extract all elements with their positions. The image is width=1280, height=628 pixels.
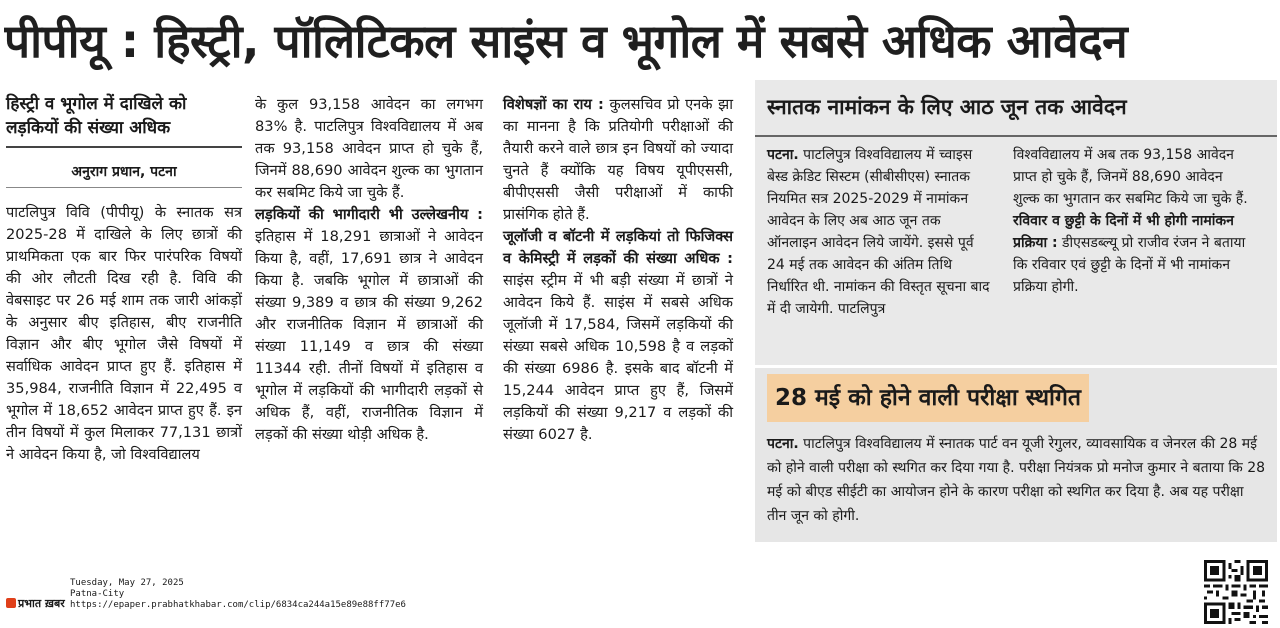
admission-story-title: स्नातक नामांकन के लिए आठ जून तक आवेदन bbox=[767, 95, 1127, 119]
page-headline: पीपीयू : हिस्ट्री, पॉलिटिकल साइंस व भूगोल में सबसे अधिक आवेदन bbox=[4, 14, 1128, 68]
publication-logo bbox=[6, 596, 64, 612]
story-paragraph: पाटलिपुत्र विवि (पीपीयू) के स्नातक सत्र 2025-28 में दाखिले के लिए छात्रों की प्राथमिकता एक बार फिर पारंपरिक विषयों की ओर लौटती दिख रही है. विवि की वेबसाइट पर 26 मई शाम तक जारी आंकड़ों के अनुसार बीए इतिहास, बीए राजनीति विज्ञान और बीए भूगोल जैसे विषयों में सर्वाधिक आवेदन प्राप्त हुए हैं. इतिहास में 35,984, राजनीति विज्ञान में 22,495 व भूगोल में 18,652 आवेदन प्राप्त हुए हैं. इन तीन विषयों में कुल मिलाकर 77,131 छात्रों ने आवेदन किया है, जो विश्वविद्यालय bbox=[6, 204, 242, 463]
clip-date: Tuesday, May 27, 2025 bbox=[70, 578, 184, 588]
exam-story-text bbox=[767, 432, 1267, 528]
story-paragraph bbox=[503, 226, 733, 446]
clip-edition: Patna-City bbox=[70, 589, 125, 599]
divider bbox=[755, 135, 1277, 137]
right-panel bbox=[755, 80, 1277, 542]
logo-mark-icon bbox=[6, 598, 16, 608]
inline-heading: विशेषज्ञों का राय : bbox=[503, 96, 604, 113]
admission-text: डीएसडब्ल्यू प्रो राजीव रंजन ने बताया कि रविवार एवं छुट्टी के दिनों में भी नामांकन प्रक्रिया होगी. bbox=[1013, 235, 1246, 295]
story-column-1 bbox=[6, 92, 242, 466]
admission-text: पाटलिपुत्र विश्वविद्यालय में च्वाइस बेस्ड क्रेडिट सिस्टम (सीबीसीएस) स्नातक नियमित सत्र 2025-2029 में नामांकन आवेदन के लिए अब आठ जून तक ऑनलाइन आवेदन लिये जायेंगे. इससे पूर्व 24 मई तक आवेदन की अंतिम तिथि निर्धारित थी. नामांकन की विस्तृत सूचना बाद में दी जायेगी. पाटलिपुत्र bbox=[767, 147, 990, 317]
admission-column-b bbox=[1013, 144, 1253, 298]
exam-story-title: 28 मई को होने वाली परीक्षा स्थगित bbox=[767, 374, 1089, 422]
inline-heading: रविवार व छुट्टी के दिनों में भी होगी नामांकन प्रक्रिया : bbox=[1013, 213, 1234, 251]
byline: अनुराग प्रधान, पटना bbox=[6, 162, 242, 188]
admission-text: विश्वविद्यालय में अब तक 93,158 आवेदन प्राप्त हो चुके हैं, जिनमें 88,690 आवेदन शुल्क का भुगतान कर सबमिट किये जा चुके हैं. bbox=[1013, 147, 1248, 207]
story-paragraph: के कुल 93,158 आवेदन का लगभग 83% है. पाटलिपुत्र विश्वविद्यालय में अब तक 93,158 आवेदन प्राप्त हो चुके हैं, जिनमें 88,690 आवेदन शुल्क का भुगतान कर सबमिट किये जा चुके हैं. bbox=[255, 96, 483, 201]
inline-heading: जूलॉजी व बॉटनी में लड़कियां तो फिजिक्स व केमिस्ट्री में लड़कों की संख्या अधिक : bbox=[503, 228, 733, 267]
qr-code-icon[interactable] bbox=[1204, 560, 1268, 624]
inline-heading: लड़कियों की भागीदारी भी उल्लेखनीय : bbox=[255, 206, 483, 223]
inline-text: कुलसचिव प्रो एनके झा का मानना है कि प्रतियोगी परीक्षाओं की तैयारी करने वाले छात्र इन विषयों को ज्यादा चुनते हैं क्योंकि यह विषय यूपीएससी, बीपीएससी जैसी परीक्षाओं में काफी प्रासंगिक होते हैं. bbox=[503, 96, 733, 223]
story-paragraph bbox=[255, 204, 483, 446]
dateline: पटना. bbox=[767, 147, 799, 163]
dateline: पटना. bbox=[767, 436, 799, 452]
story-column-2 bbox=[255, 94, 483, 446]
clip-url[interactable]: https://epaper.prabhatkhabar.com/clip/6834ca244a15e89e88ff77e6 bbox=[70, 600, 406, 610]
logo-text: प्रभात ख़बर bbox=[18, 597, 65, 610]
story-paragraph bbox=[503, 94, 733, 226]
story-column-3 bbox=[503, 94, 733, 446]
inline-text: साइंस स्ट्रीम में भी बड़ी संख्या में छात्रों ने आवेदन किये हैं. साइंस में सबसे अधिक जूलॉजी में 17,584, जिसमें लड़कियों की संख्या सबसे अधिक 10,598 है व लड़कों की संख्या 6986 है. इसके बाद बॉटनी में 15,244 आवेदन प्राप्त हुए हैं, जिसमें लड़कियों की संख्या 9,217 व लड़कों की संख्या 6027 है. bbox=[503, 272, 733, 443]
exam-text: पाटलिपुत्र विश्वविद्यालय में स्नातक पार्ट वन यूजी रेगुलर, व्यावसायिक व जेनरल की 28 मई को होने वाली परीक्षा को स्थगित कर दिया गया है. परीक्षा नियंत्रक प्रो मनोज कुमार ने बताया कि 28 मई को बीएड सीईटी का आयोजन होने के कारण परीक्षा को स्थगित कर दिया है. अब यह परीक्षा तीन जून को होगी. bbox=[767, 436, 1266, 524]
clip-meta bbox=[70, 578, 406, 611]
exam-postponed-box bbox=[755, 365, 1277, 542]
story-subhead: हिस्ट्री व भूगोल में दाखिले को लड़कियों की संख्या अधिक bbox=[6, 92, 242, 148]
inline-text: इतिहास में 18,291 छात्राओं ने आवेदन किया है, वहीं, 17,691 छात्र ने आवेदन किया है. जबकि भूगोल में छात्राओं की संख्या 9,389 व छात्र की संख्या 9,262 और राजनीतिक विज्ञान में छात्राओं की संख्या 11,149 व छात्र की संख्या 11344 रही. तीनों विषयों में इतिहास व भूगोल में लड़कियों की भागीदारी लड़कों से अधिक हैं, वहीं, राजनीतिक विज्ञान में लड़कों की संख्या थोड़ी अधिक है. bbox=[255, 228, 483, 443]
admission-column-a bbox=[767, 144, 993, 320]
footer bbox=[0, 560, 1280, 628]
